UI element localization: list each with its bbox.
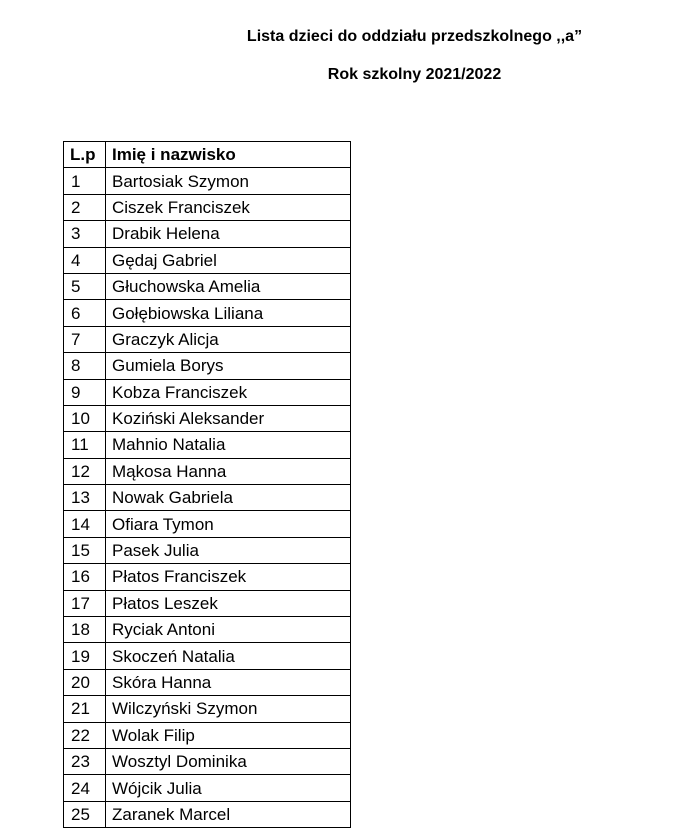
table-row [64,696,351,722]
child-name-cell: Ryciak Antoni [106,617,351,643]
child-name-cell: Mahnio Natalia [106,432,351,458]
child-name-cell: Skóra Hanna [106,669,351,695]
row-number-cell: 15 [64,537,106,563]
row-number-cell: 22 [64,722,106,748]
child-name-cell: Bartosiak Szymon [106,168,351,194]
row-number-cell: 9 [64,379,106,405]
table-header [64,142,351,168]
row-number-cell: 25 [64,801,106,827]
table-row [64,511,351,537]
row-number-cell: 17 [64,590,106,616]
row-number-cell: 18 [64,617,106,643]
child-name-cell: Drabik Helena [106,221,351,247]
row-number-cell: 6 [64,300,106,326]
table-row [64,801,351,827]
table-row [64,379,351,405]
table-row [64,590,351,616]
row-number-cell: 7 [64,326,106,352]
child-name-cell: Wolak Filip [106,722,351,748]
table-row [64,432,351,458]
row-number-cell: 4 [64,247,106,273]
row-number-cell: 8 [64,353,106,379]
row-number-cell: 24 [64,775,106,801]
table-row [64,564,351,590]
row-number-cell: 13 [64,485,106,511]
row-number-cell: 10 [64,405,106,431]
school-year-subtitle: Rok szkolny 2021/2022 [327,66,502,83]
table-row [64,485,351,511]
table-row [64,643,351,669]
child-name-cell: Wosztyl Dominika [106,748,351,774]
row-number-cell: 2 [64,194,106,220]
table-row [64,722,351,748]
child-name-cell: Ofiara Tymon [106,511,351,537]
table-row [64,669,351,695]
child-name-cell: Nowak Gabriela [106,485,351,511]
table-body [64,168,351,828]
child-name-cell: Graczyk Alicja [106,326,351,352]
row-number-cell: 3 [64,221,106,247]
table-row [64,458,351,484]
child-name-cell: Skoczeń Natalia [106,643,351,669]
row-number-cell: 23 [64,748,106,774]
children-list-table [63,141,351,828]
child-name-cell: Zaranek Marcel [106,801,351,827]
table-row [64,221,351,247]
child-name-cell: Wójcik Julia [106,775,351,801]
child-name-cell: Gędaj Gabriel [106,247,351,273]
row-number-cell: 1 [64,168,106,194]
child-name-cell: Głuchowska Amelia [106,273,351,299]
child-name-cell: Kobza Franciszek [106,379,351,405]
table-row [64,168,351,194]
table-row [64,405,351,431]
column-header-lp: L.p [64,142,106,168]
document-title: Lista dzieci do oddziału przedszkolnego ,,a” [246,28,583,45]
table-row [64,273,351,299]
row-number-cell: 19 [64,643,106,669]
table-row [64,194,351,220]
table-row [64,247,351,273]
child-name-cell: Pasek Julia [106,537,351,563]
table-row [64,326,351,352]
row-number-cell: 21 [64,696,106,722]
table-row [64,748,351,774]
child-name-cell: Gołębiowska Liliana [106,300,351,326]
row-number-cell: 20 [64,669,106,695]
table-row [64,537,351,563]
child-name-cell: Mąkosa Hanna [106,458,351,484]
row-number-cell: 11 [64,432,106,458]
child-name-cell: Wilczyński Szymon [106,696,351,722]
child-name-cell: Gumiela Borys [106,353,351,379]
table-row [64,300,351,326]
table-row [64,775,351,801]
table-row [64,353,351,379]
row-number-cell: 5 [64,273,106,299]
child-name-cell: Płatos Franciszek [106,564,351,590]
child-name-cell: Koziński Aleksander [106,405,351,431]
child-name-cell: Ciszek Franciszek [106,194,351,220]
row-number-cell: 12 [64,458,106,484]
row-number-cell: 14 [64,511,106,537]
table-row [64,617,351,643]
row-number-cell: 16 [64,564,106,590]
child-name-cell: Płatos Leszek [106,590,351,616]
column-header-name: Imię i nazwisko [106,142,351,168]
header-row [64,142,351,168]
